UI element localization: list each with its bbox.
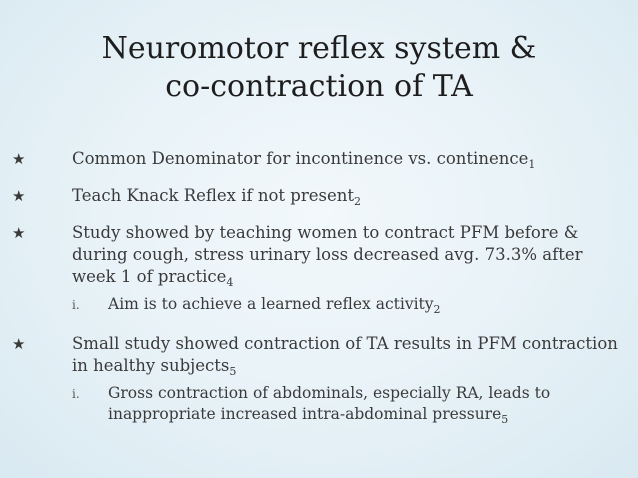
reference-number: 1 [528, 158, 536, 171]
star-icon: ★ [12, 150, 26, 168]
star-icon: ★ [12, 335, 26, 353]
bullet-text: Study showed by teaching women to contract PFM before & during cough, stress urinary loss decreased avg. 73.3% after week 1 of practice [72, 223, 583, 286]
bullet-list [10, 148, 620, 425]
bullet-text: Small study showed contraction of TA results in PFM contraction in healthy subjects [72, 334, 618, 375]
sub-bullet-number: i. [72, 387, 80, 401]
reference-number: 2 [354, 195, 361, 208]
bullet-item [10, 333, 620, 377]
title-line-2: co-contraction of TA [165, 69, 473, 104]
bullet-text: Common Denominator for incontinence vs. continence [72, 149, 529, 168]
sub-bullet-number: i. [72, 298, 80, 312]
bullet-item [10, 185, 620, 207]
reference-number: 2 [433, 303, 441, 316]
reference-number: 5 [501, 413, 509, 426]
reference-number: 4 [226, 276, 234, 289]
sub-bullet-text: Aim is to achieve a learned reflex activity [108, 295, 434, 313]
reference-number: 5 [229, 365, 237, 378]
sub-bullet-item [10, 294, 620, 315]
bullet-item [10, 148, 620, 170]
slide-title [60, 30, 578, 106]
sub-bullet-text: Gross contraction of abdominals, especially RA, leads to inappropriate increased intra-abdominal pressure [108, 384, 551, 423]
star-icon: ★ [12, 187, 26, 205]
sub-bullet-item [10, 383, 620, 425]
star-icon: ★ [12, 224, 26, 242]
title-line-1: Neuromotor reflex system & [101, 31, 537, 66]
bullet-text: Teach Knack Reflex if not present [72, 186, 354, 205]
bullet-item [10, 222, 620, 288]
